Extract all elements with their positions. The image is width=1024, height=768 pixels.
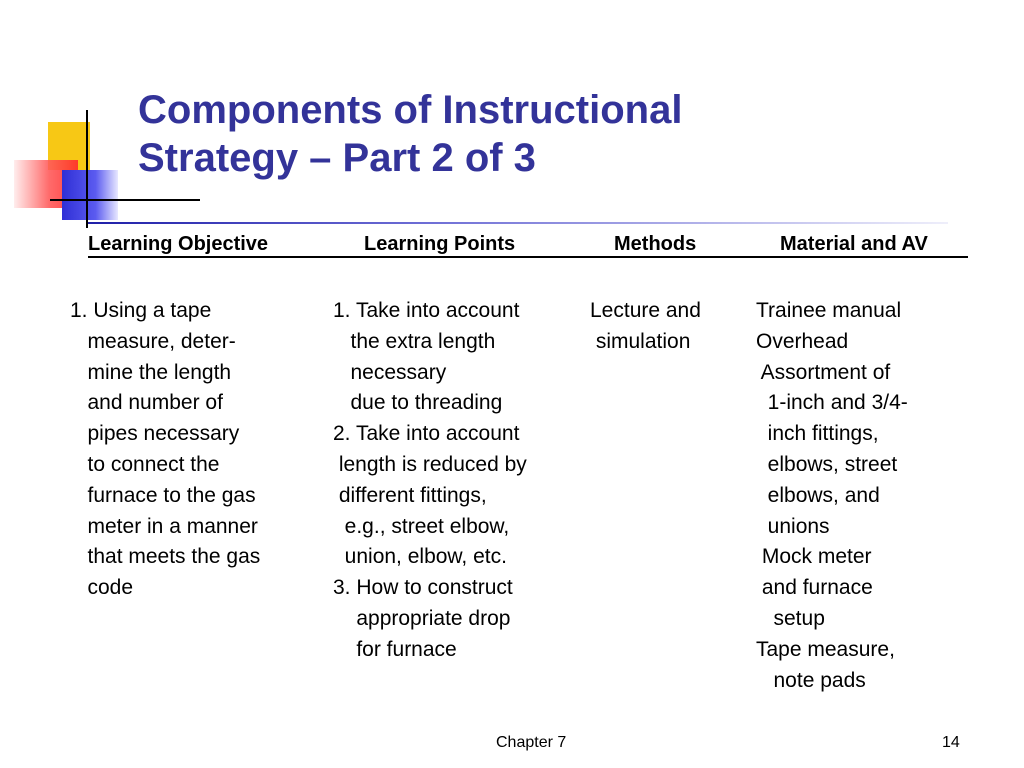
header-methods: Methods	[614, 233, 697, 255]
material-column	[756, 296, 908, 696]
header-material-av: Material and AV	[780, 233, 928, 255]
objective-line: measure, deter-	[70, 329, 236, 353]
points-line: 1. Take into account	[333, 299, 520, 322]
objective-line: pipes necessary	[70, 422, 240, 446]
methods-line: Lecture and	[590, 299, 701, 322]
material-line: elbows, street	[756, 452, 898, 476]
footer-page-number: 14	[942, 734, 960, 751]
points-line: union, elbow, etc.	[333, 545, 507, 569]
points-line: e.g., street elbow,	[333, 514, 510, 538]
footer-chapter: Chapter 7	[496, 734, 567, 751]
points-line: the extra length	[333, 329, 496, 353]
material-line: Assortment of	[756, 360, 891, 384]
points-column	[333, 296, 527, 666]
objective-line: 1. Using a tape	[70, 299, 212, 322]
points-line: for furnace	[333, 637, 457, 661]
points-line: 3. How to construct	[333, 576, 513, 600]
objective-line: mine the length	[70, 360, 232, 384]
methods-line: simulation	[590, 329, 691, 353]
material-line: elbows, and	[756, 483, 880, 507]
objective-column	[70, 296, 260, 604]
points-line: 2. Take into account	[333, 422, 520, 446]
slide-title-line-2: Strategy – Part 2 of 3	[138, 136, 536, 180]
points-line: length is reduced by	[333, 452, 527, 476]
points-line: appropriate drop	[333, 606, 511, 630]
slide-title	[138, 86, 938, 182]
material-line: unions	[756, 514, 830, 538]
material-line: note pads	[756, 668, 866, 692]
decor-vertical-line	[86, 110, 88, 228]
slide-title-line-1: Components of Instructional	[138, 88, 683, 132]
material-line: and furnace	[756, 576, 873, 600]
objective-line: furnace to the gas	[70, 483, 256, 507]
points-line: necessary	[333, 360, 447, 384]
header-learning-objective: Learning Objective	[88, 233, 269, 255]
objective-line: and number of	[70, 391, 223, 415]
methods-column	[590, 296, 701, 358]
material-line: setup	[756, 606, 825, 630]
material-line: inch fittings,	[756, 422, 879, 446]
header-learning-points: Learning Points	[364, 233, 516, 255]
material-line: Mock meter	[756, 545, 872, 569]
table-header-row	[88, 232, 968, 258]
material-line: Trainee manual	[756, 299, 902, 322]
title-underline	[88, 222, 948, 224]
material-line: Overhead	[756, 329, 849, 353]
objective-line: to connect the	[70, 452, 220, 476]
points-line: due to threading	[333, 391, 503, 415]
decor-horizontal-line	[50, 199, 200, 201]
points-line: different fittings,	[333, 483, 487, 507]
decor-blue-square	[62, 170, 118, 220]
material-line: 1-inch and 3/4-	[756, 391, 908, 415]
objective-line: code	[70, 576, 134, 600]
objective-line: that meets the gas	[70, 545, 261, 569]
objective-line: meter in a manner	[70, 514, 258, 538]
material-line: Tape measure,	[756, 637, 895, 661]
